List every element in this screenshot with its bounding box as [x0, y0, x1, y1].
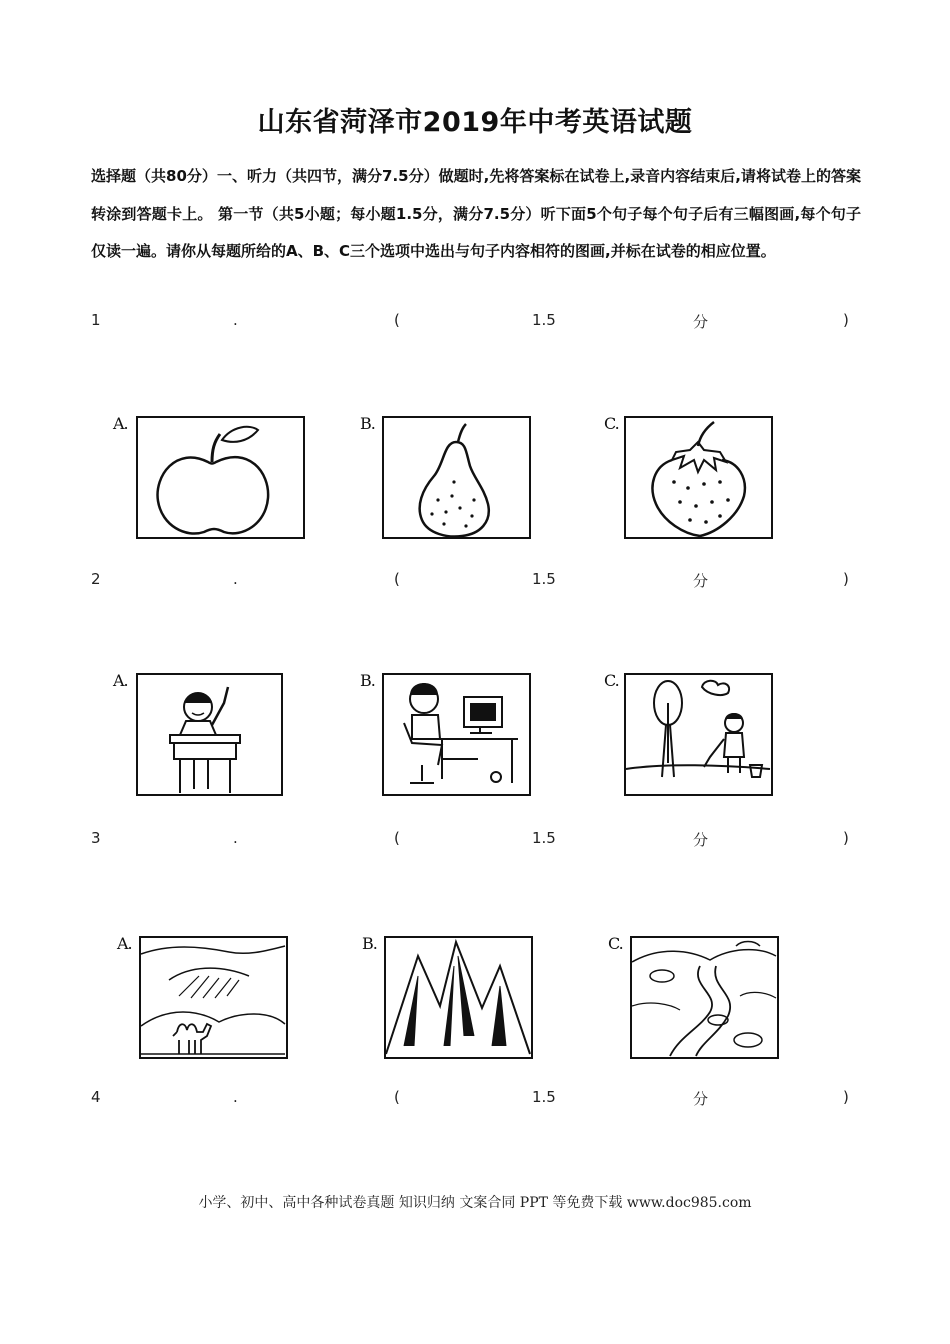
desert-camel-icon	[139, 936, 289, 1060]
option-3a[interactable]	[117, 934, 297, 1064]
question-dot: .	[233, 311, 238, 329]
option-1b[interactable]	[360, 414, 540, 544]
boy-planting-tree-icon	[624, 673, 774, 797]
question-number: 3	[91, 829, 101, 847]
instructions-paragraph: 选择题（共80分）一、听力（共四节，满分7.5分）做题时,先将答案标在试卷上,录音内容结束后,请将试卷上的答案转涂到答题卡上。 第一节（共5小题；每小题1.5分，满分7.5分）听下面5个句子每个句子后有三幅图画,每个句子仅读一遍。请你从每题所给的A、B、C三个选项中选出与句子内容相符的图画,并标在试卷的相应位置。	[91, 167, 861, 260]
option-1a[interactable]	[113, 414, 303, 544]
question-line-2	[91, 570, 851, 592]
score-unit: 分	[693, 572, 709, 590]
pear-icon	[382, 416, 532, 540]
question-line-1	[91, 311, 851, 333]
boy-at-computer-icon	[382, 673, 532, 797]
close-paren: )	[843, 1088, 849, 1106]
close-paren: )	[843, 570, 849, 588]
river-landscape-icon	[630, 936, 780, 1060]
apple-icon	[136, 416, 306, 540]
score-unit: 分	[693, 313, 709, 331]
question-score: 1.5	[532, 829, 556, 847]
question-number: 4	[91, 1088, 101, 1106]
question-number: 2	[91, 570, 101, 588]
option-label: C.	[608, 934, 623, 953]
question-score: 1.5	[532, 1088, 556, 1106]
question-dot: .	[233, 1088, 238, 1106]
close-paren: )	[843, 829, 849, 847]
question-dot: .	[233, 570, 238, 588]
student-raising-hand-icon	[136, 673, 284, 797]
option-label: B.	[360, 671, 375, 690]
option-3c[interactable]	[608, 934, 788, 1064]
footer-text: 小学、初中、高中各种试卷真题 知识归纳 文案合同 PPT 等免费下载 www.doc985.com	[198, 1195, 752, 1211]
option-2a[interactable]	[113, 671, 303, 801]
close-paren: )	[843, 311, 849, 329]
score-unit: 分	[693, 831, 709, 849]
score-unit: 分	[693, 1090, 709, 1108]
question-dot: .	[233, 829, 238, 847]
option-2b[interactable]	[360, 671, 540, 801]
question-line-3	[91, 829, 851, 851]
open-paren: (	[394, 1088, 400, 1106]
option-label: C.	[604, 671, 619, 690]
question-score: 1.5	[532, 570, 556, 588]
strawberry-icon	[624, 416, 774, 540]
option-label: B.	[362, 934, 377, 953]
question-number: 1	[91, 311, 101, 329]
open-paren: (	[394, 311, 400, 329]
mountains-icon	[384, 936, 534, 1060]
option-label: A.	[113, 671, 128, 690]
page-title: 山东省菏泽市2019年中考英语试题	[257, 107, 693, 138]
open-paren: (	[394, 570, 400, 588]
option-label: C.	[604, 414, 619, 433]
option-label: A.	[117, 934, 132, 953]
option-label: A.	[113, 414, 128, 433]
open-paren: (	[394, 829, 400, 847]
option-2c[interactable]	[604, 671, 784, 801]
option-label: B.	[360, 414, 375, 433]
question-line-4	[91, 1088, 851, 1110]
option-1c[interactable]	[604, 414, 784, 544]
question-score: 1.5	[532, 311, 556, 329]
option-3b[interactable]	[362, 934, 542, 1064]
